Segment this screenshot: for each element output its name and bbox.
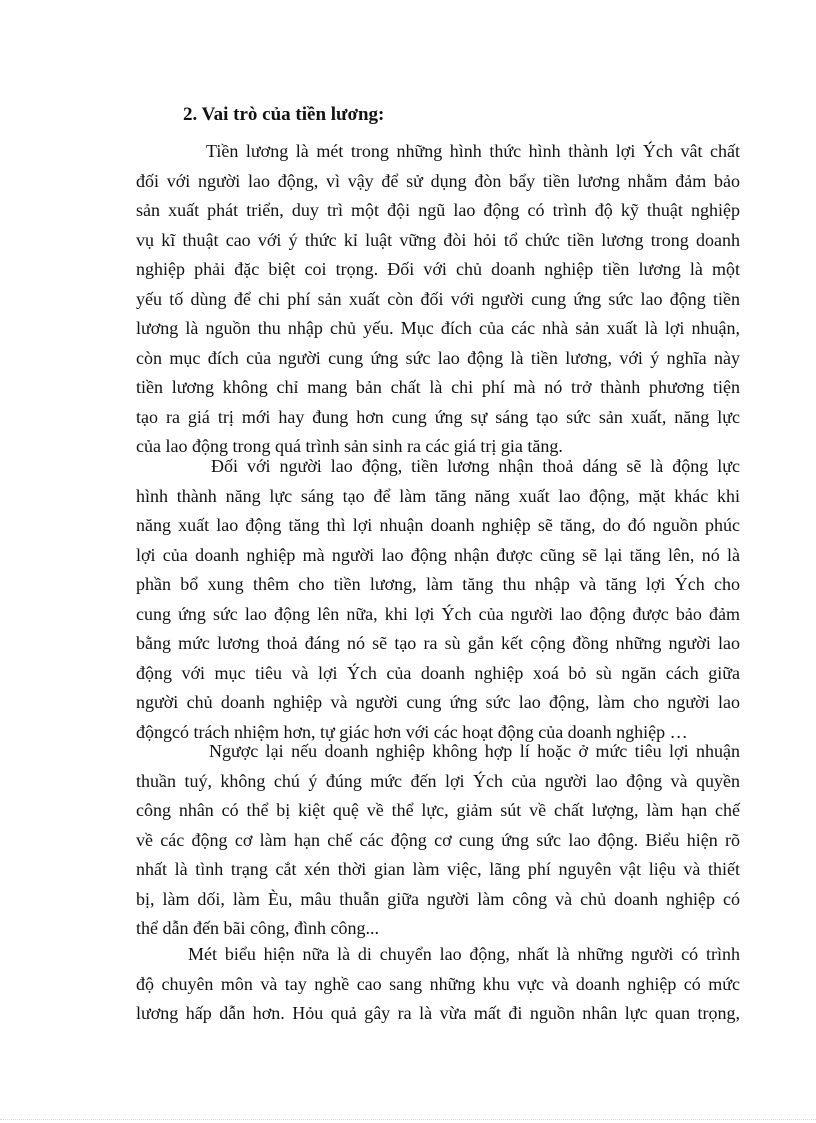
text-line: bị, làm dối, làm Èu, mâu thuẫn giữa người làm công và chủ doanh nghiệp có xyxy=(136,888,740,909)
text-line: độngcó trách nhiệm hơn, tự giác hơn với các hoạt động của doanh nghiệp … xyxy=(136,721,688,742)
page-bottom-divider xyxy=(0,1119,816,1120)
text-line: năng xuất lao động tăng thì lợi nhuận doanh nghiệp sẽ tăng, do đó nguồn phúc xyxy=(136,515,740,535)
paragraph-2 xyxy=(136,452,740,747)
paragraph-4 xyxy=(136,940,740,1029)
text-line: phần bổ xung thêm cho tiền lương, làm tăng thu nhập và tăng lợi Ých cho xyxy=(136,574,740,594)
section-heading: 2. Vai trò của tiền lương: xyxy=(183,104,385,125)
text-line: sản xuất phát triển, duy trì một đội ngũ lao động có trình độ kỹ thuật nghiệp xyxy=(136,200,740,220)
text-line: động với mục tiêu và lợi Ých của doanh nghiệp xoá bỏ sù ngăn cách giữa xyxy=(136,662,740,683)
text-line: tạo ra giá trị mới hay đung hơn cung ứng sự sáng tạo sức sản xuất, năng lực xyxy=(136,406,740,427)
text-line: của lao động trong quá trình sản sinh ra các giá trị gia tăng. xyxy=(136,436,563,456)
text-line: đối với người lao động, vì vậy để sử dụng đòn bẩy tiền lương nhằm đảm bảo xyxy=(136,170,740,191)
text-line: lợi của doanh nghiệp mà người lao động nhận được cũng sẽ lại tăng lên, nó là xyxy=(136,544,740,565)
text-line: người chủ doanh nghiệp và người cung ứng sức lao động, làm cho người lao xyxy=(136,692,740,712)
paragraph-1 xyxy=(136,137,740,462)
text-line: nhất là tình trạng cắt xén thời gian làm việc, lãng phí nguyên vật liệu và thiết xyxy=(136,859,740,879)
text-line: Ngược lại nếu doanh nghiệp không hợp lí hoặc ở mức tiêu lợi nhuận xyxy=(209,741,740,761)
text-line: nghiệp phải đặc biệt coi trọng. Đối với chủ doanh nghiệp tiền lương là một xyxy=(136,259,740,279)
text-line: tiền lương không chỉ mang bản chất là chi phí mà nó trở thành phương tiện xyxy=(136,377,740,397)
text-line: bằng mức lương thoả đáng nó sẽ tạo ra sù gắn kết cộng đồng những người lao xyxy=(136,633,740,653)
text-line: Tiền lương là mét trong những hình thức hình thành lợi Ých vât chất xyxy=(206,141,740,161)
text-line: công nhân có thể bị kiệt quệ về thể lực, giảm sút về chất lượng, làm hạn chế xyxy=(136,800,740,820)
text-line: độ chuyên môn và tay nghề cao sang những khu vực và doanh nghiệp có mức xyxy=(136,973,740,994)
text-line: vụ kĩ thuật cao với ý thức kỉ luật vững đòi hỏi tổ chức tiền lương trong doanh xyxy=(136,229,740,250)
text-line: thuần tuý, không chú ý đúng mức đến lợi Ých của người lao động và quyền xyxy=(136,770,740,791)
text-line: hình thành năng lực sáng tạo để làm tăng năng xuất lao động, mặt khác khi xyxy=(136,485,740,506)
text-line: cung ứng sức lao động lên nữa, khi lợi Ých của người lao động được bảo đảm xyxy=(136,603,740,624)
text-line: Đối với người lao động, tiền lương nhận thoả dáng sẽ là động lực xyxy=(211,456,740,476)
text-line: còn mục đích của người cung ứng sức lao động là tiền lương, với ý nghĩa này xyxy=(136,347,740,368)
text-line: thể dẫn đến bãi công, đình công... xyxy=(136,918,379,938)
text-line: lương là nguồn thu nhập chủ yếu. Mục đích của các nhà sản xuất là lợi nhuận, xyxy=(136,318,740,338)
text-line: về các động cơ làm hạn chế các động cơ cung ứng sức lao động. Biểu hiện rõ xyxy=(136,829,740,850)
text-line: Mét biểu hiện nữa là di chuyển lao động, nhất là những người có trình xyxy=(188,944,740,964)
text-line: yếu tố dùng để chi phí sản xuất còn đối với người cung ứng sức lao động tiền xyxy=(136,288,740,309)
text-line: lương hấp dẫn hơn. Hỏu quả gây ra là vừa mất đi nguồn nhân lực quan trọng, xyxy=(136,1003,740,1023)
paragraph-3 xyxy=(136,737,740,944)
